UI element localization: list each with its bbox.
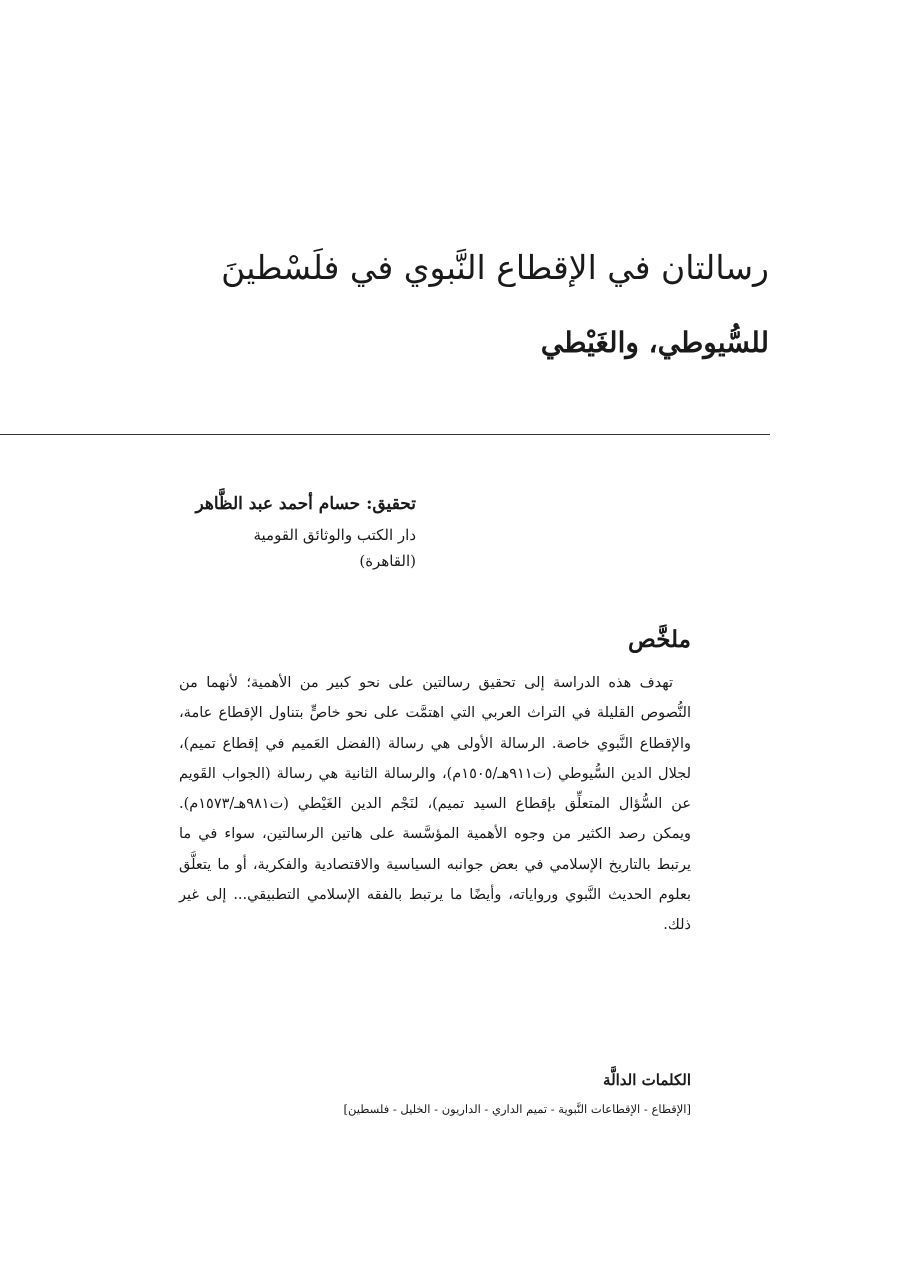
author-affiliation: دار الكتب والوثائق القومية — [253, 526, 416, 544]
abstract-body: تهدف هذه الدراسة إلى تحقيق رسالتين على نحو كبير من الأهمية؛ لأنهما من النُّصوص القليلة في التراث العربي التي اهتمَّت على نحو خاصٍّ بتناول الإقطاع عامة، والإقطاع النَّبوي خاصة. الرسالة الأولى هي رسالة (الفضل العَميم في إقطاع تميم)، لجلال الدين السُّيوطي (ت٩١١هـ/١٥٠٥م)، والرسالة الثانية هي رسالة (الجواب القَويم عن السُّؤال المتعلِّق بإقطاع السيد تميم)، لنَجْم الدين الغَيْطي (ت٩٨١هـ/١٥٧٣م). ويمكن رصد الكثير من وجوه الأهمية المؤسَّسة على هاتين الرسالتين، سواء في ما يرتبط بالتاريخ الإسلامي في بعض جوانبه السياسية والاقتصادية والفكرية، أو ما يتعلَّق بعلوم الحديث النَّبوي ورواياته، وأيضًا ما يرتبط بالفقه الإسلامي التطبيقي... إلى غير ذلك. — [179, 675, 692, 934]
author-name: تحقيق: حسام أحمد عبد الظَّاهر — [195, 494, 416, 514]
author-affiliation-city: (القاهرة) — [359, 552, 416, 570]
keywords-list: [الإقطاع - الإقطاعات النَّبوية - تميم الداري - الداريون - الخليل - فلسطين] — [343, 1102, 691, 1116]
keywords-heading: الكلمات الدالَّة — [603, 1071, 691, 1089]
author-block — [96, 486, 416, 574]
paper-title: رسالتان في الإقطاع النَّبوي في فلَسْطينَ — [221, 248, 769, 287]
abstract-heading: ملخَّص — [628, 626, 691, 653]
paper-subtitle: للسُّيوطي، والغَيْطي — [540, 326, 769, 359]
title-divider — [0, 434, 770, 435]
